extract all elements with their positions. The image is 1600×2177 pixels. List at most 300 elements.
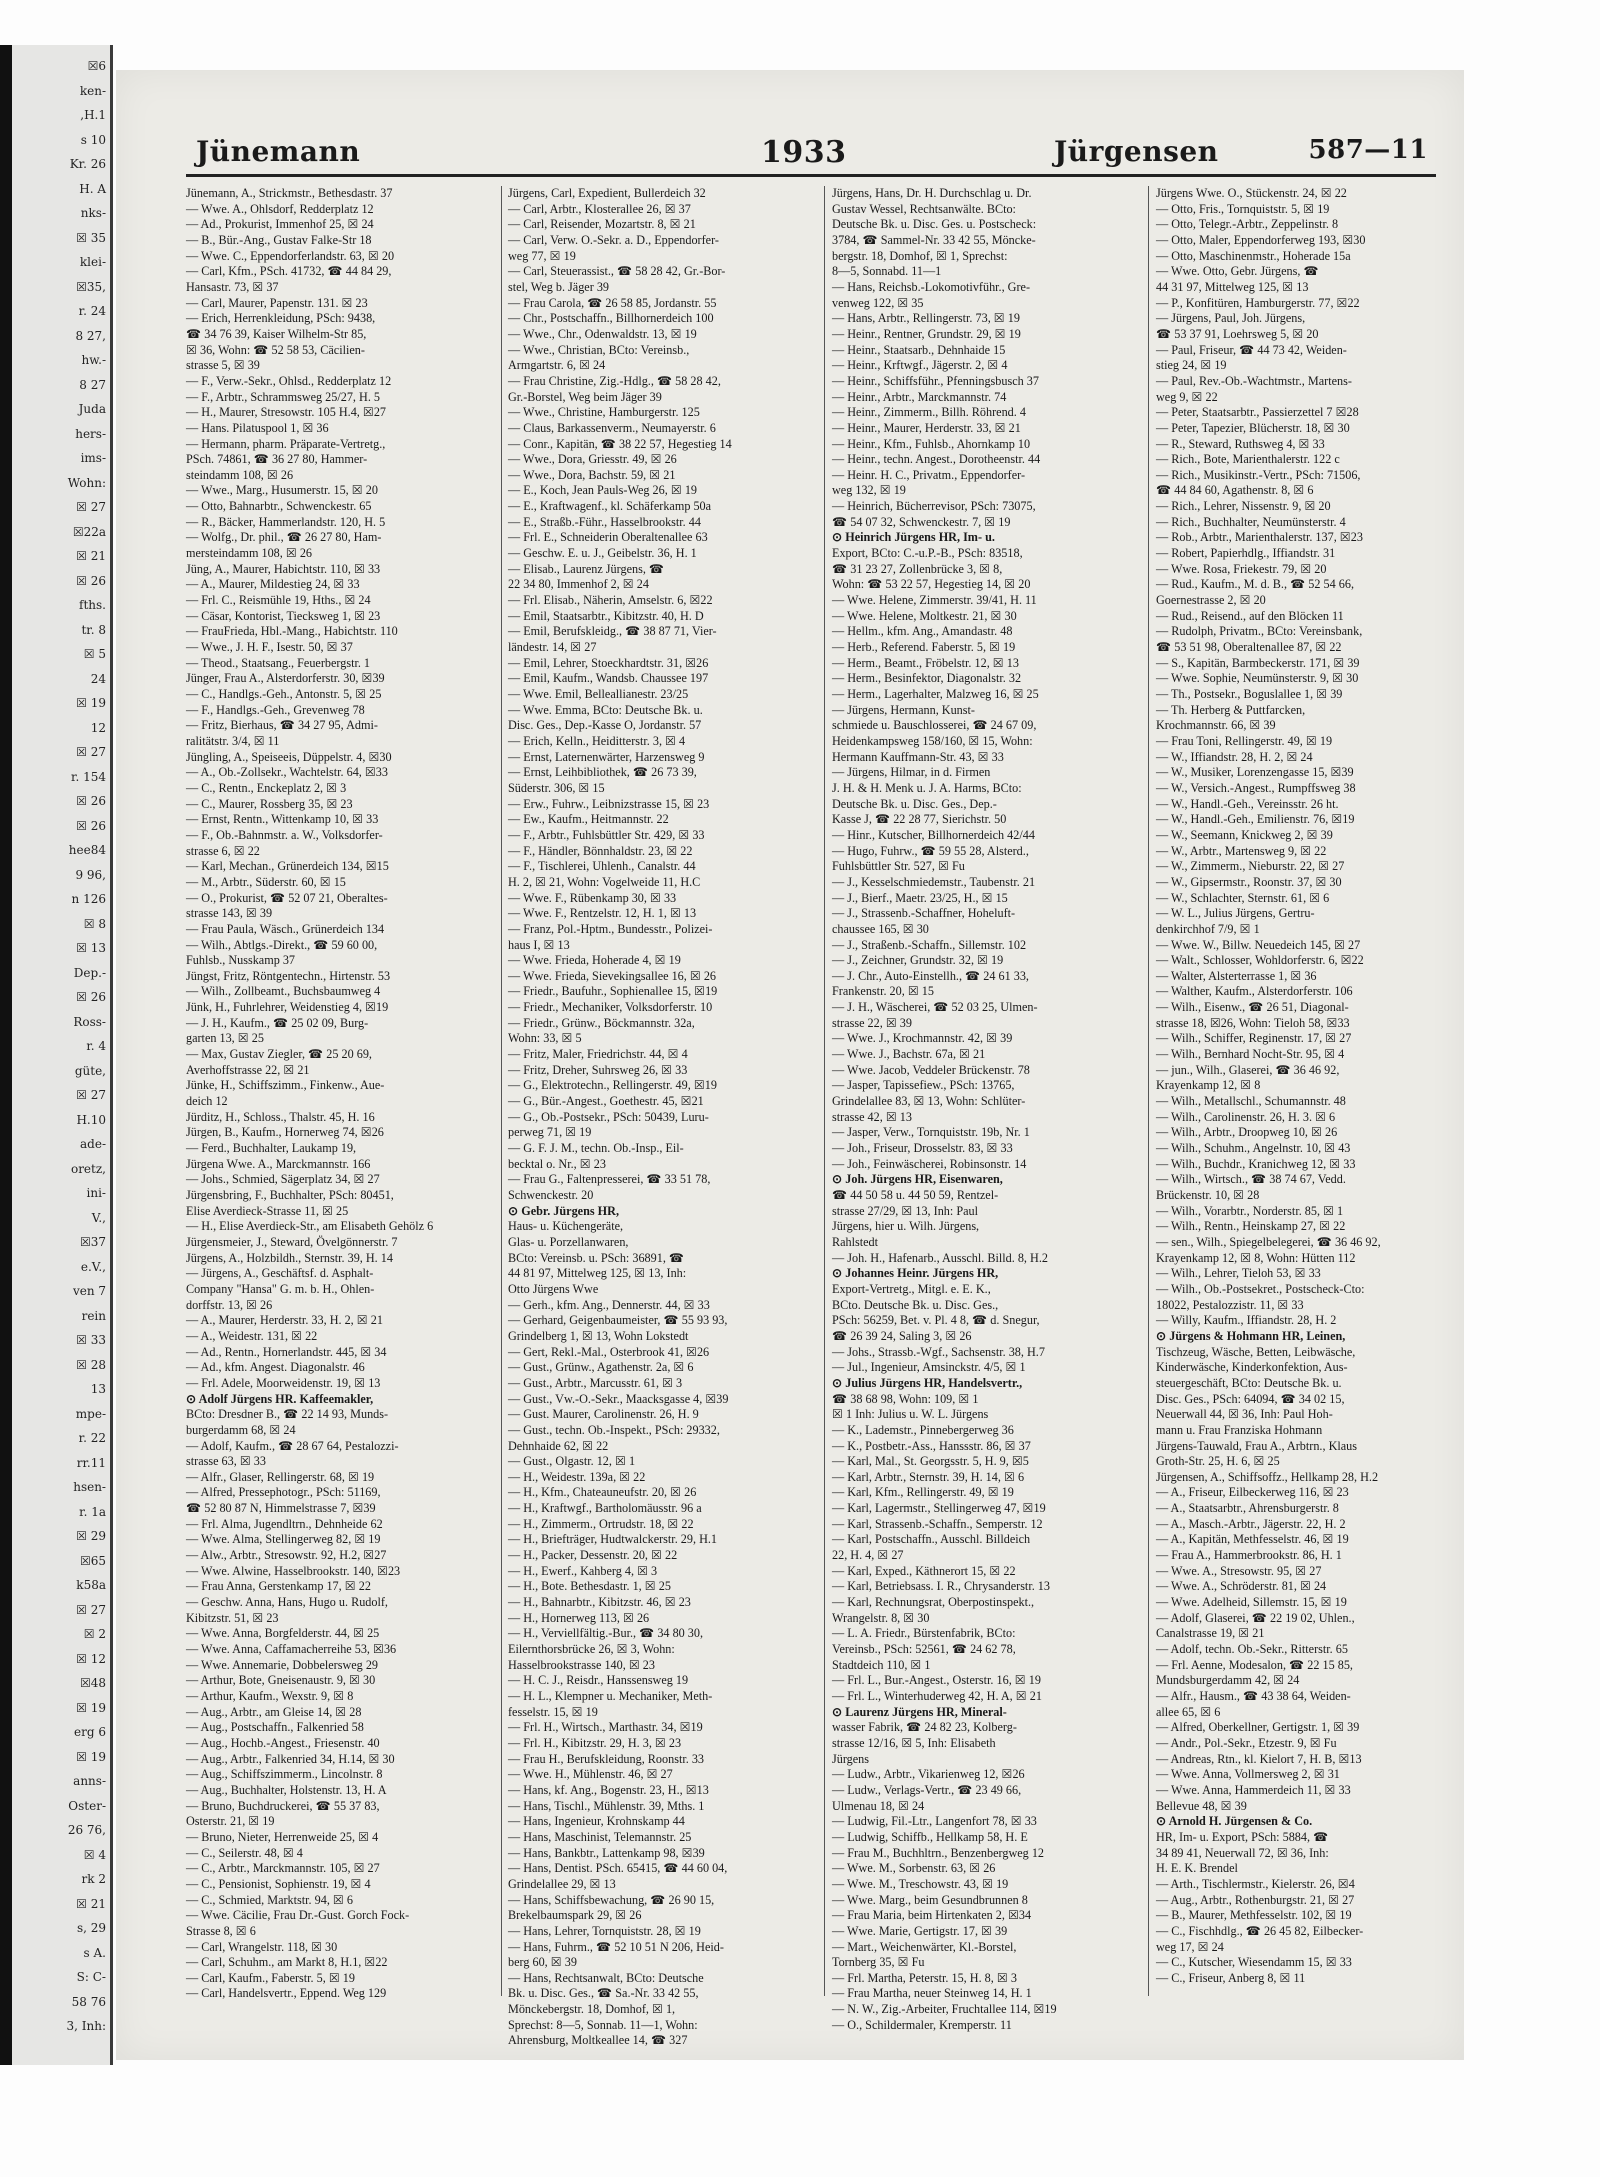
- directory-entry: — Friedr., Mechaniker, Volksdorferstr. 10: [508, 1000, 713, 1015]
- directory-entry: — F., Tischlerei, Uhlenh., Canalstr. 44: [508, 859, 696, 874]
- directory-entry: — Hans, Rechtsanwalt, BCto: Deutsche: [508, 1970, 704, 1985]
- directory-entry: Export-Vertretg., Mitgl. e. E. K.,: [832, 1281, 991, 1296]
- directory-entry: — Wilh., Schiffer, Reginenstr. 17, ☒ 27: [1156, 1031, 1352, 1046]
- directory-entry: Mundsburgerdamm 42, ☒ 24: [1156, 1673, 1300, 1688]
- directory-entry: — Alw., Arbtr., Stresowstr. 92, H.2, ☒27: [186, 1548, 387, 1563]
- directory-entry: — Wwe. Sophie, Neumünsterstr. 9, ☒ 30: [1156, 671, 1359, 686]
- directory-entry: — Frau Carola, ☎ 26 58 85, Jordanstr. 55: [508, 295, 717, 310]
- directory-entry: — Herm., Besinfektor, Diagonalstr. 32: [832, 671, 1022, 686]
- directory-entry: — Karl, Kfm., Rellingerstr. 49, ☒ 19: [832, 1485, 1014, 1500]
- directory-entry: Hasselbrookstrasse 140, ☒ 23: [508, 1657, 655, 1672]
- directory-entry: 18022, Pestalozzistr. 11, ☒ 33: [1156, 1297, 1304, 1312]
- directory-entry: PSch: 56259, Bet. v. Pl. 4 8, ☎ d. Snegur,: [832, 1313, 1040, 1328]
- edge-text-fragment: ☒ 5: [83, 647, 106, 661]
- edge-text-fragment: ☒35,: [76, 279, 106, 294]
- directory-entry: — Adolf, Glaserei, ☎ 22 19 02, Uhlen.,: [1156, 1610, 1355, 1625]
- edge-text-fragment: ☒ 21: [76, 549, 106, 563]
- directory-entry: venweg 122, ☒ 35: [832, 295, 924, 310]
- edge-text-fragment: ☒ 27: [76, 500, 106, 514]
- directory-entry: — Hermann, pharm. Präparate-Vertretg.,: [186, 436, 386, 451]
- edge-text-fragment: S: C-: [76, 1970, 106, 1984]
- directory-entry: — W. L., Julius Jürgens, Gertru-: [1156, 906, 1315, 921]
- edge-text-fragment: n 126: [71, 892, 106, 906]
- directory-entry: ⊙ Johannes Heinr. Jürgens HR,: [832, 1266, 999, 1281]
- directory-entry: — Wwe. Emma, BCto: Deutsche Bk. u.: [508, 702, 703, 717]
- directory-entry: — Johs., Schmied, Sägerplatz 34, ☒ 27: [186, 1172, 380, 1187]
- directory-entry: — Herm., Lagerhalter, Malzweg 16, ☒ 25: [832, 687, 1039, 701]
- directory-entry: — Wwe. Alwine, Hasselbrookstr. 140, ☒23: [186, 1563, 401, 1578]
- directory-entry: — Wwe. Otto, Gebr. Jürgens, ☎: [1156, 264, 1319, 279]
- edge-text-fragment: ☒6: [87, 59, 106, 73]
- directory-entry: — Wwe. M., Treschowstr. 43, ☒ 19: [832, 1876, 1009, 1891]
- directory-entry: — W., Gipsermstr., Roonstr. 37, ☒ 30: [1156, 874, 1342, 889]
- directory-entry: Wohn: 33, ☒ 5: [508, 1031, 582, 1046]
- directory-entry: strasse 6, ☒ 22: [186, 843, 260, 858]
- directory-entry: — Wwe. F., Rübenkamp 30, ☒ 33: [508, 890, 677, 905]
- directory-entry: Gustav Wessel, Rechtsanwälte. BCto:: [832, 201, 1016, 216]
- directory-entry: — J., Straßenb.-Schaffn., Sillemstr. 102: [832, 937, 1027, 952]
- header-page-number: 587—11: [1308, 135, 1428, 165]
- directory-entry: — H., Ewerf., Kahberg 4, ☒ 3: [508, 1563, 658, 1578]
- directory-entry: — J., Kesselschmiedemstr., Taubenstr. 21: [832, 874, 1036, 889]
- edge-text-fragment: ☒ 21: [76, 1896, 106, 1911]
- edge-text-fragment: s 10: [80, 132, 106, 147]
- directory-entry: — Conr., Kapitän, ☎ 38 22 57, Hegestieg 14: [508, 436, 732, 451]
- directory-entry: — Th. Herberg & Puttfarcken,: [1156, 702, 1306, 717]
- directory-entry: — Frau A., Hammerbrookstr. 86, H. 1: [1156, 1548, 1342, 1563]
- directory-entry: — Wwe. A., Stresowstr. 95, ☒ 27: [1156, 1563, 1322, 1578]
- directory-entry: — A., Weidestr. 131, ☒ 22: [186, 1328, 318, 1343]
- directory-entry: Wrangelstr. 8, ☒ 30: [832, 1610, 930, 1625]
- directory-entry: weg 77, ☒ 19: [508, 248, 576, 263]
- directory-entry: — Fritz, Dreher, Suhrsweg 26, ☒ 33: [508, 1062, 688, 1077]
- directory-entry: — K., Postbetr.-Ass., Hanssstr. 86, ☒ 37: [832, 1438, 1031, 1453]
- directory-entry: — Paul, Friseur, ☎ 44 73 42, Weiden-: [1156, 342, 1347, 357]
- directory-entry: — Wwe., J. H. F., Isestr. 50, ☒ 37: [186, 640, 353, 655]
- directory-entry: — H., Elise Averdieck-Str., am Elisabeth Gehölz 6: [186, 1219, 434, 1234]
- directory-entry: — Fritz, Bierhaus, ☎ 34 27 95, Admi-: [186, 718, 378, 733]
- directory-entry: — Alfred, Pressephotogr., PSch: 51169,: [186, 1485, 381, 1500]
- directory-entry: Export, BCto: C.-u.P.-B., PSch: 83518,: [832, 546, 1023, 561]
- directory-entry: ☎ 26 39 24, Saling 3, ☒ 26: [832, 1328, 972, 1343]
- directory-entry: — Erich, Kelln., Heiditterstr. 3, ☒ 4: [508, 733, 686, 748]
- directory-entry: — Frl. H., Wirtsch., Marthastr. 34, ☒19: [508, 1720, 703, 1735]
- directory-entry: Tornberg 35, ☒ Fu: [832, 1955, 925, 1970]
- directory-entry: — K., Lademstr., Pinnebergerweg 36: [832, 1422, 1014, 1437]
- directory-entry: Jürgens-Tauwald, Frau A., Arbtrn., Klaus: [1156, 1438, 1358, 1453]
- edge-text-fragment: ☒ 26: [76, 990, 106, 1004]
- directory-entry: — Heinrich, Bücherrevisor, PSch: 73075,: [832, 499, 1036, 514]
- directory-entry: — Carl, Wrangelstr. 118, ☒ 30: [186, 1939, 338, 1954]
- directory-entry: allee 65, ☒ 6: [1156, 1704, 1221, 1719]
- directory-entry: — Emil, Kaufm., Wandsb. Chaussee 197: [508, 671, 709, 686]
- edge-text-fragment: erg 6: [74, 1725, 106, 1739]
- directory-entry: — Frau Toni, Rellingerstr. 49, ☒ 19: [1156, 733, 1333, 748]
- edge-text-fragment: ☒ 4: [83, 1847, 106, 1862]
- directory-entry: — Otto, Maschinenmstr., Hoherade 15a: [1156, 248, 1351, 263]
- directory-entry: — FrauFrieda, Hbl.-Mang., Habichtstr. 110: [186, 624, 398, 639]
- edge-text-fragment: ☒ 19: [76, 696, 106, 710]
- directory-entry: strasse 18, ☒26, Wohn: Tieloh 58, ☒33: [1156, 1015, 1350, 1030]
- directory-entry: — Hugo, Fuhrw., ☎ 59 55 28, Alsterd.,: [832, 843, 1029, 858]
- directory-entry: — Frau Paula, Wäsch., Grünerdeich 134: [186, 921, 385, 936]
- directory-entry: Vereinsb., PSch: 52561, ☎ 24 62 78,: [832, 1642, 1016, 1657]
- header-last-name: Jürgensen: [1054, 135, 1219, 168]
- directory-entry: ⊙ Julius Jürgens HR, Handelsvertr.,: [832, 1375, 1023, 1390]
- edge-text-fragment: ven 7: [72, 1284, 106, 1298]
- directory-entry: — Willy, Kaufm., Iffiandstr. 28, H. 2: [1156, 1313, 1337, 1328]
- edge-text-fragment: ☒ 12: [76, 1651, 106, 1666]
- directory-entry: — Aug., Arbtr., Falkenried 34, H.14, ☒ 30: [186, 1751, 395, 1766]
- edge-text-fragment: güte,: [74, 1063, 106, 1078]
- directory-entry: burgerdamm 68, ☒ 24: [186, 1422, 296, 1437]
- directory-entry: — C., Schmied, Marktstr. 94, ☒ 6: [186, 1892, 353, 1907]
- directory-entry: Eilernthorsbrücke 26, ☒ 3, Wohn:: [508, 1642, 675, 1657]
- directory-entry: — H., Bote. Bethesdastr. 1, ☒ 25: [508, 1579, 671, 1594]
- directory-entry: — Frl. Alma, Jugendltrn., Dehnheide 62: [186, 1516, 383, 1531]
- directory-entry: — Frau G., Faltenpresserei, ☎ 33 51 78,: [508, 1172, 711, 1187]
- edge-text-fragment: 8 27: [79, 377, 106, 392]
- directory-entry: — C., Fischhdlg., ☎ 26 45 82, Eilbecker-: [1156, 1923, 1364, 1938]
- directory-entry: ⊙ Adolf Jürgens HR. Kaffeemakler,: [186, 1391, 374, 1406]
- directory-entry: — Hans, Tischl., Mühlenstr. 39, Mths. 1: [508, 1798, 705, 1813]
- directory-entry: — Wwe. Jacob, Veddeler Brückenstr. 78: [832, 1062, 1030, 1077]
- directory-entry: ☎ 53 51 98, Oberaltenallee 87, ☒ 22: [1156, 640, 1342, 655]
- directory-entry: — J., Zeichner, Grundstr. 32, ☒ 19: [832, 953, 1004, 968]
- directory-entry: — Wilh., Schuhm., Angelnstr. 10, ☒ 43: [1156, 1141, 1351, 1156]
- directory-entry: — Wilh., Lehrer, Tieloh 53, ☒ 33: [1156, 1266, 1321, 1281]
- directory-entry: — A., Masch.-Arbtr., Jägerstr. 22, H. 2: [1156, 1516, 1346, 1531]
- directory-entry: — Heinr., Krftwgf., Jägerstr. 2, ☒ 4: [832, 358, 1008, 373]
- directory-entry: — Wilh., Buchdr., Kranichweg 12, ☒ 33: [1156, 1156, 1356, 1171]
- directory-entry: Stadtdeich 110, ☒ 1: [832, 1657, 931, 1672]
- directory-entry: — N. W., Zig.-Arbeiter, Fruchtallee 114, ☒19: [832, 2002, 1057, 2017]
- directory-entry: — L. A. Friedr., Bürstenfabrik, BCto:: [832, 1626, 1016, 1641]
- directory-entry: Brekelbaumspark 29, ☒ 26: [508, 1908, 642, 1923]
- directory-entry: — Hans, Maschinist, Telemannstr. 25: [508, 1829, 692, 1844]
- edge-text-fragment: ☒48: [79, 1676, 106, 1690]
- directory-entry: — G., Elektrotechn., Rellingerstr. 49, ☒19: [508, 1078, 717, 1093]
- directory-entry: — H., Packer, Dessenstr. 20, ☒ 22: [508, 1548, 678, 1563]
- directory-entry: Krayenkamp 12, ☒ 8: [1156, 1078, 1261, 1093]
- directory-entry: — H., Zimmerm., Ortrudstr. 18, ☒ 22: [508, 1516, 694, 1531]
- directory-entry: fesselstr. 15, ☒ 19: [508, 1704, 598, 1719]
- directory-entry: — C., Kutscher, Wiesendamm 15, ☒ 33: [1156, 1955, 1352, 1970]
- directory-entry: — Geschw. Anna, Hans, Hugo u. Rudolf,: [186, 1595, 388, 1610]
- directory-entry: stel, Weg b. Jäger 39: [508, 279, 610, 294]
- directory-entry: — Wilh., Bernhard Nocht-Str. 95, ☒ 4: [1156, 1047, 1345, 1062]
- directory-entry: ⊙ Gebr. Jürgens HR,: [508, 1203, 619, 1218]
- directory-entry: Jüng, A., Maurer, Habichtstr. 110, ☒ 33: [186, 561, 381, 576]
- directory-entry: — Cäsar, Kontorist, Tiecksweg 1, ☒ 23: [186, 608, 381, 623]
- column-divider: [501, 186, 502, 1996]
- directory-entry: weg 132, ☒ 19: [832, 483, 906, 498]
- directory-entry: Jürgensmeier, J., Steward, Övelgönnerstr. 7: [186, 1234, 398, 1249]
- directory-entry: — Wwe. J., Bachstr. 67a, ☒ 21: [832, 1047, 986, 1062]
- header-rule: [186, 174, 1436, 177]
- directory-entry: — Heinr. H. C., Privatm., Eppendorfer-: [832, 467, 1026, 482]
- directory-entry: — J., Bierf., Maetr. 23/25, H., ☒ 15: [832, 890, 1008, 905]
- directory-entry: — Robert, Papierhdlg., Iffiandstr. 31: [1156, 546, 1336, 561]
- column-divider: [824, 186, 825, 1996]
- directory-entry: ☎ 54 07 32, Schwenckestr. 7, ☒ 19: [832, 514, 1011, 529]
- directory-entry: steuergeschäft, BCto: Deutsche Bk. u.: [1156, 1375, 1342, 1390]
- edge-text-fragment: hers-: [75, 426, 106, 441]
- edge-text-fragment: 24: [90, 671, 106, 686]
- directory-column-4: [1156, 186, 1456, 2006]
- directory-entry: — Claus, Barkassenverm., Neumayerstr. 6: [508, 420, 716, 435]
- directory-entry: wasser Fabrik, ☎ 24 82 23, Kolberg-: [832, 1720, 1017, 1735]
- edge-text-fragment: s A.: [83, 1945, 106, 1960]
- directory-entry: — Gust., Grünw., Agathenstr. 2a, ☒ 6: [508, 1360, 694, 1375]
- directory-entry: haus I, ☒ 13: [508, 937, 570, 952]
- directory-entry: strasse 12/16, ☒ 5, Inh: Elisabeth: [832, 1735, 996, 1750]
- directory-entry: Groth-Str. 25, H. 6, ☒ 25: [1156, 1454, 1280, 1469]
- directory-entry: schmiede u. Bauschlosserei, ☎ 24 67 09,: [832, 718, 1037, 733]
- directory-entry: — Carl, Kfm., PSch. 41732, ☎ 44 84 29,: [186, 264, 392, 279]
- directory-entry: — Wwe. Helene, Moltkestr. 21, ☒ 30: [832, 608, 1017, 623]
- directory-entry: — Hans, Lehrer, Tornquiststr. 28, ☒ 19: [508, 1923, 701, 1938]
- directory-entry: — Hans, Ingenieur, Krohnskamp 44: [508, 1814, 685, 1829]
- directory-entry: — Herb., Referend. Faberstr. 5, ☒ 19: [832, 640, 1016, 655]
- directory-entry: — Wwe. Annemarie, Dobbelersweg 29: [186, 1657, 379, 1672]
- directory-entry: — Karl, Mal., St. Georgsstr. 5, H. 9, ☒5: [832, 1454, 1029, 1469]
- directory-entry: — Rud., Kaufm., M. d. B., ☎ 52 54 66,: [1156, 577, 1354, 592]
- directory-entry: strasse 5, ☒ 39: [186, 358, 260, 373]
- directory-entry: — Wwe. A., Ohlsdorf, Redderplatz 12: [186, 201, 374, 216]
- edge-text-fragment: ini-: [86, 1186, 106, 1200]
- directory-entry: — Gust. Maurer, Carolinenstr. 26, H. 9: [508, 1407, 699, 1422]
- directory-entry: — Wwe. Anna, Hammerdeich 11, ☒ 33: [1156, 1782, 1351, 1797]
- directory-entry: — F., Verw.-Sekr., Ohlsd., Redderplatz 12: [186, 373, 392, 388]
- directory-entry: — Th., Postsekr., Boguslallee 1, ☒ 39: [1156, 687, 1343, 701]
- directory-entry: — Peter, Tapezier, Blücherstr. 18, ☒ 30: [1156, 420, 1350, 435]
- directory-entry: — Carl, Arbtr., Klosterallee 26, ☒ 37: [508, 201, 691, 216]
- directory-entry: Frankenstr. 20, ☒ 15: [832, 984, 934, 999]
- edge-text-fragment: Ross-: [73, 1014, 106, 1029]
- directory-entry: — F., Arbtr., Schrammsweg 25/27, H. 5: [186, 389, 381, 404]
- directory-entry: Goernestrasse 2, ☒ 20: [1156, 593, 1266, 608]
- directory-entry: — Arth., Tischlermstr., Kielerstr. 26, ☒4: [1156, 1876, 1355, 1891]
- directory-entry: — Wwe., Chr., Odenwaldstr. 13, ☒ 19: [508, 326, 697, 341]
- directory-entry: Jürgens, Carl, Expedient, Bullerdeich 32: [508, 186, 706, 200]
- directory-entry: ⊙ Jürgens & Hohmann HR, Leinen,: [1156, 1328, 1346, 1343]
- directory-entry: — Heinr., Staatsarb., Dehnhaide 15: [832, 342, 1006, 357]
- directory-entry: — Mart., Weichenwärter, Kl.-Borstel,: [832, 1939, 1017, 1954]
- directory-entry: ☒ 36, Wohn: ☎ 52 58 53, Cäcilien-: [186, 342, 365, 357]
- directory-entry: — Aug., Buchhalter, Holstenstr. 13, H. A: [186, 1782, 387, 1797]
- directory-entry: — Wwe. C., Eppendorferlandstr. 63, ☒ 20: [186, 248, 395, 263]
- edge-text-fragment: ☒22a: [72, 524, 106, 539]
- directory-entry: — Hans, Schiffsbewachung, ☎ 26 90 15,: [508, 1892, 715, 1907]
- directory-entry: — Wilh., Rentn., Heinskamp 27, ☒ 22: [1156, 1219, 1346, 1234]
- edge-text-fragment: 13: [90, 1382, 106, 1396]
- directory-entry: — Ew., Kaufm., Heitmannstr. 22: [508, 812, 669, 827]
- directory-entry: — Gust., Vw.-O.-Sekr., Maacksgasse 4, ☒39: [508, 1391, 729, 1406]
- directory-entry: — Andr., Pol.-Sekr., Etzestr. 9, ☒ Fu: [1156, 1735, 1337, 1750]
- directory-entry: — Wilh., Vorarbtr., Norderstr. 85, ☒ 1: [1156, 1203, 1344, 1218]
- directory-entry: — C., Handlgs.-Geh., Antonstr. 5, ☒ 25: [186, 687, 382, 701]
- directory-entry: Averhoffstrasse 22, ☒ 21: [186, 1062, 310, 1077]
- directory-entry: — Heinr., Zimmerm., Billh. Röhrend. 4: [832, 405, 1026, 420]
- directory-entry: Osterstr. 21, ☒ 19: [186, 1814, 275, 1829]
- directory-entry: — Emil, Staatsarbtr., Kibitzstr. 40, H. D: [508, 608, 704, 623]
- directory-entry: — Wwe. J., Krochmannstr. 42, ☒ 39: [832, 1031, 1013, 1046]
- directory-entry: — H., Kraftwgf., Bartholomäusstr. 96 a: [508, 1501, 702, 1516]
- directory-entry: Otto Jürgens Wwe: [508, 1281, 599, 1296]
- directory-entry: — Wwe. Helene, Zimmerstr. 39/41, H. 11: [832, 593, 1037, 608]
- directory-entry: Jüngling, A., Speiseeis, Düppelstr. 4, ☒30: [186, 749, 392, 764]
- directory-entry: becktal o. Nr., ☒ 23: [508, 1156, 606, 1171]
- directory-entry: — G., Bür.-Angest., Goethestr. 45, ☒21: [508, 1094, 704, 1109]
- directory-entry: — Jul., Ingenieur, Amsinckstr. 4/5, ☒ 1: [832, 1360, 1026, 1375]
- directory-entry: — Ad., Rentn., Hornerlandstr. 445, ☒ 34: [186, 1344, 387, 1359]
- directory-entry: — H., Bahnarbtr., Kibitzstr. 46, ☒ 23: [508, 1595, 691, 1610]
- edge-text-fragment: hw.-: [81, 353, 106, 367]
- directory-entry: Rahlstedt: [832, 1234, 879, 1249]
- directory-entry: — Friedr., Baufuhr., Sophienallee 15, ☒19: [508, 984, 718, 999]
- edge-text-fragment: k58a: [76, 1578, 106, 1592]
- directory-entry: — W., Handl.-Geh., Emilienstr. 76, ☒19: [1156, 812, 1355, 827]
- directory-entry: — Frl. H., Kibitzstr. 29, H. 3, ☒ 23: [508, 1735, 682, 1750]
- directory-entry: Jürgens, Hans, Dr. H. Durchschlag u. Dr.: [832, 186, 1032, 200]
- directory-entry: — J. H., Kaufm., ☎ 25 02 09, Burg-: [186, 1015, 369, 1030]
- directory-entry: — Jürgens, Hilmar, in d. Firmen: [832, 765, 991, 780]
- edge-text-fragment: oretz,: [70, 1161, 106, 1176]
- directory-entry: — J. Chr., Auto-Einstellh., ☎ 24 61 33,: [832, 968, 1029, 983]
- directory-entry: — A., Ob.-Zollsekr., Wachtelstr. 64, ☒33: [186, 765, 388, 780]
- directory-entry: — Alfr., Hausm., ☎ 43 38 64, Weiden-: [1156, 1689, 1351, 1703]
- edge-text-fragment: ☒ 19: [76, 1749, 106, 1764]
- directory-entry: — C., Arbtr., Marckmannstr. 105, ☒ 27: [186, 1861, 380, 1876]
- directory-entry: Jürgen, B., Kaufm., Hornerweg 74, ☒26: [186, 1125, 384, 1140]
- directory-entry: — Jürgens, A., Geschäftsf. d. Asphalt-: [186, 1266, 374, 1281]
- directory-entry: 8—5, Sonnabd. 11—1: [832, 264, 942, 279]
- directory-entry: — Frl. E., Schneiderin Oberaltenallee 63: [508, 530, 708, 545]
- directory-entry: — Jürgens, Paul, Joh. Jürgens,: [1156, 311, 1306, 326]
- directory-entry: — E., Kraftwagenf., kl. Schäferkamp 50a: [508, 499, 712, 514]
- directory-entry: — Ludw., Arbtr., Vikarienweg 12, ☒26: [832, 1767, 1025, 1782]
- directory-entry: — F., Ob.-Bahnmstr. a. W., Volksdorfer-: [186, 827, 383, 842]
- directory-entry: — Bruno, Buchdruckerei, ☎ 55 37 83,: [186, 1798, 380, 1813]
- directory-entry: — Hans, Dentist. PSch. 65415, ☎ 44 60 04,: [508, 1861, 728, 1876]
- directory-entry: Kibitzstr. 51, ☒ 23: [186, 1610, 279, 1625]
- directory-entry: — Carl, Reisender, Mozartstr. 8, ☒ 21: [508, 217, 696, 232]
- directory-entry: Jürgens: [832, 1751, 870, 1766]
- directory-entry: strasse 22, ☒ 39: [832, 1015, 912, 1030]
- directory-entry: Süderstr. 306, ☒ 15: [508, 780, 605, 795]
- directory-entry: — Rich., Buchhalter, Neumünsterstr. 4: [1156, 514, 1346, 529]
- edge-text-fragment: rk 2: [81, 1872, 106, 1886]
- edge-text-fragment: r. 22: [78, 1431, 106, 1445]
- directory-column-1: [186, 186, 498, 2006]
- directory-entry: Grindelberg 1, ☒ 13, Wohn Lokstedt: [508, 1328, 689, 1343]
- directory-entry: — Rob., Arbtr., Marienthalerstr. 137, ☒23: [1156, 530, 1363, 545]
- directory-entry: — W., Versich.-Angest., Rumpffsweg 38: [1156, 780, 1356, 795]
- directory-entry: Jürgensbring, F., Buchhalter, PSch: 80451,: [186, 1188, 394, 1202]
- directory-entry: — Hans, Fuhrm., ☎ 52 10 51 N 206, Heid-: [508, 1939, 724, 1954]
- directory-entry: — Johs., Strassb.-Wgf., Sachsenstr. 38, H.7: [832, 1344, 1045, 1359]
- directory-entry: Jürgens, hier u. Wilh. Jürgens,: [832, 1219, 980, 1234]
- directory-entry: — Frl. Martha, Peterstr. 15, H. 8, ☒ 3: [832, 1970, 1017, 1985]
- directory-entry: Jünger, Frau A., Alsterdorferstr. 30, ☒39: [186, 671, 385, 686]
- directory-entry: — Frl. L., Winterhuderweg 42, H. A, ☒ 21: [832, 1689, 1042, 1703]
- directory-entry: — jun., Wilh., Glaserei, ☎ 36 46 92,: [1156, 1062, 1340, 1077]
- directory-entry: — Hans, Bankbtr., Lattenkamp 98, ☒39: [508, 1845, 705, 1860]
- edge-text-fragment: 58 76: [71, 1994, 106, 2009]
- directory-entry: — Ad., kfm. Angest. Diagonalstr. 46: [186, 1360, 365, 1375]
- directory-entry: ländestr. 14, ☒ 27: [508, 640, 597, 655]
- edge-text-fragment: fths.: [79, 598, 106, 612]
- directory-entry: — Hans, kf. Ang., Bogenstr. 23, H., ☒13: [508, 1782, 709, 1797]
- directory-entry: Company "Hansa" G. m. b. H., Ohlen-: [186, 1281, 375, 1296]
- directory-entry: — Wwe. Anna, Borgfelderstr. 44, ☒ 25: [186, 1626, 380, 1641]
- directory-entry: Neuerwall 44, ☒ 36, Inh: Paul Hoh-: [1156, 1407, 1333, 1422]
- edge-text-fragment: H. A: [79, 181, 106, 196]
- directory-entry: — C., Friseur, Anberg 8, ☒ 11: [1156, 1970, 1306, 1985]
- directory-entry: bergstr. 18, Domhof, ☒ 1, Sprechst:: [832, 248, 1008, 263]
- directory-entry: — Geschw. E. u. J., Geibelstr. 36, H. 1: [508, 546, 697, 561]
- directory-column-2: [508, 186, 820, 2048]
- directory-entry: — Wwe. Alma, Stellingerweg 82, ☒ 19: [186, 1532, 381, 1547]
- directory-entry: — Frau Anna, Gerstenkamp 17, ☒ 22: [186, 1579, 371, 1594]
- directory-entry: — Rich., Musikinstr.-Vertr., PSch: 71506,: [1156, 467, 1361, 482]
- edge-text-fragment: r. 24: [78, 304, 106, 318]
- page-header: [156, 135, 1436, 169]
- edge-text-fragment: ☒ 27: [76, 745, 106, 759]
- directory-entry: BCto. Deutsche Bk. u. Disc. Ges.,: [832, 1297, 999, 1312]
- directory-entry: — Aug., Postschaffn., Falkenried 58: [186, 1720, 364, 1735]
- directory-entry: — Wwe. Rosa, Friekestr. 79, ☒ 20: [1156, 561, 1327, 576]
- directory-entry: — Karl, Postschaffn., Ausschl. Billdeich: [832, 1532, 1031, 1547]
- directory-entry: — Adolf, techn. Ob.-Sekr., Ritterstr. 65: [1156, 1642, 1348, 1657]
- directory-entry: — Ad., Prokurist, Immenhof 25, ☒ 24: [186, 217, 374, 232]
- directory-entry: — Wwe., Christine, Hamburgerstr. 125: [508, 405, 700, 420]
- directory-entry: Disc. Ges., PSch: 64094, ☎ 34 02 15,: [1156, 1391, 1345, 1406]
- directory-entry: — Frau H., Berufskleidung, Roonstr. 33: [508, 1751, 705, 1766]
- directory-entry: — Paul, Rev.-Ob.-Wachtmstr., Martens-: [1156, 373, 1352, 388]
- directory-entry: strasse 63, ☒ 33: [186, 1454, 266, 1469]
- directory-entry: — Carl, Schuhm., am Markt 8, H.1, ☒22: [186, 1955, 388, 1970]
- directory-entry: — Alfred, Oberkellner, Gertigstr. 1, ☒ 39: [1156, 1720, 1360, 1735]
- directory-entry: — H., Maurer, Stresowstr. 105 H.4, ☒27: [186, 405, 387, 420]
- directory-entry: Sprechst: 8—5, Sonnab. 11—1, Wohn:: [508, 2017, 698, 2032]
- directory-entry: — Friedr., Grünw., Böckmannstr. 32a,: [508, 1015, 695, 1030]
- edge-text-fragment: mpe-: [75, 1406, 106, 1421]
- directory-entry: — Wwe. Anna, Caffamacherreihe 53, ☒36: [186, 1642, 397, 1657]
- directory-entry: — G., Ob.-Postsekr., PSch: 50439, Luru-: [508, 1109, 709, 1124]
- edge-text-fragment: hee84: [68, 843, 106, 857]
- binding-shadow: [0, 45, 12, 2065]
- directory-entry: — Herm., Beamt., Fröbelstr. 12, ☒ 13: [832, 655, 1019, 670]
- directory-entry: — M., Arbtr., Süderstr. 60, ☒ 15: [186, 874, 346, 889]
- directory-entry: weg 17, ☒ 24: [1156, 1939, 1224, 1954]
- directory-entry: — W., Zimmerm., Nieburstr. 22, ☒ 27: [1156, 859, 1345, 874]
- directory-entry: — Ernst, Laternenwärter, Harzensweg 9: [508, 749, 705, 764]
- directory-entry: Jünemann, A., Strickmstr., Bethesdastr. 37: [186, 186, 393, 200]
- directory-entry: berg 60, ☒ 39: [508, 1955, 577, 1970]
- directory-entry: Deutsche Bk. u. Disc. Ges. u. Postscheck:: [832, 217, 1037, 232]
- directory-entry: perweg 71, ☒ 19: [508, 1125, 592, 1140]
- directory-entry: J. H. & H. Menk u. J. A. Harms, BCto:: [832, 780, 1022, 795]
- directory-entry: — Joh. H., Hafenarb., Ausschl. Billd. 8, H.2: [832, 1250, 1048, 1265]
- directory-entry: 22 34 80, Immenhof 2, ☒ 24: [508, 577, 649, 592]
- edge-text-fragment: Juda: [78, 402, 106, 416]
- directory-entry: — B., Maurer, Methfesselstr. 102, ☒ 19: [1156, 1908, 1352, 1923]
- directory-entry: — Wwe. W., Billw. Neuedeich 145, ☒ 27: [1156, 937, 1361, 952]
- directory-entry: BCto: Dresdner B., ☎ 22 14 93, Munds-: [186, 1407, 389, 1422]
- directory-entry: — H. C. J., Reisdr., Hanssensweg 19: [508, 1673, 689, 1688]
